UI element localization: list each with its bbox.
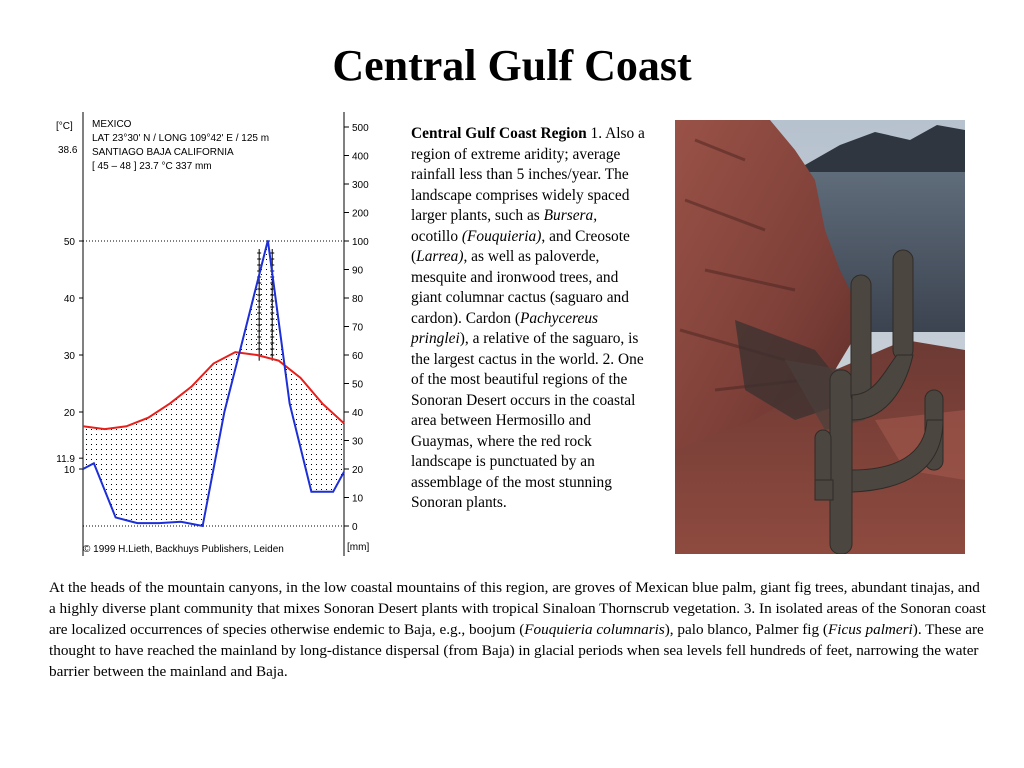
- description-text-3: , and Creosote (: [411, 227, 630, 265]
- right-tick-label: 50: [352, 379, 364, 391]
- description-text-1: 1. Also a region of extreme aridity; average rainfall less than 5 inches/year. The landscape comprises widely spaced larger plants, such as: [411, 125, 645, 224]
- left-tick-label: 50: [63, 237, 75, 248]
- climate-diagram: [54, 112, 384, 562]
- right-axis-unit: [mm]: [347, 542, 370, 553]
- max-temp-label: 38.6: [58, 145, 78, 156]
- right-tick-label: 20: [352, 465, 364, 476]
- right-tick-label: 100: [352, 237, 369, 248]
- left-tick-label: 10: [63, 465, 75, 476]
- description-heading: Central Gulf Coast Region: [411, 125, 587, 142]
- header-station: SANTIAGO BAJA CALIFORNIA: [92, 147, 234, 158]
- left-tick-label: 20: [63, 408, 75, 419]
- right-tick-label: 0: [352, 522, 358, 533]
- header-country: MEXICO: [92, 119, 132, 130]
- right-tick-label: 80: [352, 294, 364, 305]
- right-tick-label: 10: [352, 493, 364, 505]
- left-tick-label: 11.9: [56, 454, 75, 466]
- term-ficus-palmeri: Ficus palmeri: [827, 620, 913, 638]
- bottom-text-2: ), palo blanco, Palmer fig (: [664, 620, 828, 638]
- right-tick-label: 300: [352, 180, 369, 191]
- left-axis-unit: [°C]: [56, 121, 73, 132]
- slide-title: Central Gulf Coast: [332, 41, 692, 90]
- header-summary: [ 45 – 48 ] 23.7 °C 337 mm: [92, 161, 212, 172]
- bottom-text-3: ). These are thought to have reached the mainland by long-distance dispersal (from Baja) in glacial periods when sea levels fell hundreds of feet, narrowing the water barrier between the mainland and Baja.: [49, 620, 984, 680]
- right-tick-label: 60: [352, 351, 364, 362]
- cardon-cactus-photo: [675, 120, 965, 554]
- right-tick-label: 40: [352, 408, 364, 419]
- right-tick-label: 70: [352, 322, 364, 334]
- right-tick-label: 500: [352, 123, 369, 134]
- term-bursera: Bursera,: [543, 207, 598, 224]
- right-tick-label: 200: [352, 208, 369, 220]
- description-text-4: , as well as paloverde, mesquite and ironwood trees, and giant columnar cactus (saguaro and cardon). Cardon (: [411, 248, 629, 327]
- header-coordinates: LAT 23°30' N / LONG 109°42' E / 125 m: [92, 133, 270, 144]
- bottom-text-1: At the heads of the mountain canyons, in the low coastal mountains of this region, are groves of Mexican blue palm, giant fig trees, abundant tinajas, and a highly diverse plant community that mixes Sonoran Desert plants with tropical Sinaloan Thornscrub vegetation. 3. In isolated areas of the Sonoran coast are localized occurrences of species otherwise endemic to Baja, e.g., boojum (: [49, 579, 986, 638]
- term-fouquieria: (Fouquieria): [461, 227, 542, 245]
- region-description: [411, 124, 645, 514]
- left-tick-label: 40: [63, 294, 75, 305]
- left-tick-label: 30: [63, 351, 75, 362]
- description-text-2: ocotillo: [411, 227, 462, 245]
- term-pachycereus: Pachycereus pringlei: [411, 309, 599, 347]
- right-tick-label: 400: [352, 151, 369, 163]
- bottom-paragraph: [49, 578, 989, 683]
- term-fouquieria-columnaris: Fouquieria columnaris: [524, 620, 665, 638]
- description-text-5: ), a relative of the saguaro, is the largest cactus in the world. 2. One of the most beautiful regions of the Sonoran Desert occurs in the coastal area between Hermosillo and Guaymas, where the red rock landscape is punctuated by an assemblage of the most stunning Sonoran plants.: [411, 330, 644, 511]
- copyright: © 1999 H.Lieth, Backhuys Publishers, Leiden: [83, 544, 284, 555]
- right-tick-label: 30: [352, 436, 364, 448]
- right-tick-label: 90: [352, 265, 364, 277]
- term-larrea: Larrea): [416, 248, 464, 265]
